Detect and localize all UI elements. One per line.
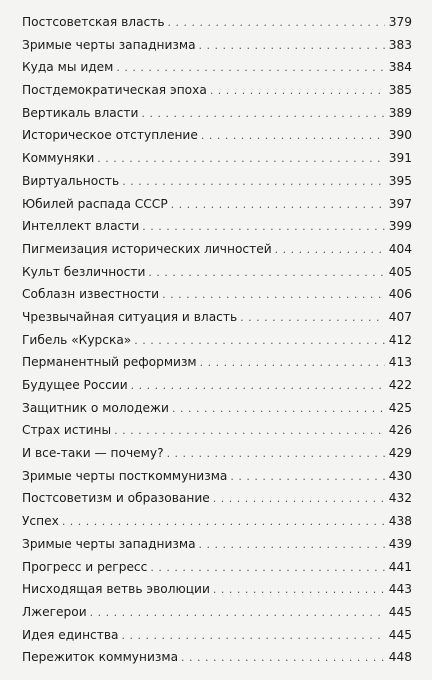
toc-entry-title: Гибель «Курска»: [22, 332, 132, 347]
toc-entry: [22, 487, 412, 510]
dot-leader: [230, 466, 385, 489]
dot-leader: [172, 398, 385, 421]
toc-entry-page-number: 389: [388, 105, 412, 120]
toc-entry-page-number: 438: [388, 514, 412, 529]
toc-entry: [22, 351, 412, 374]
dot-leader: [275, 239, 385, 262]
toc-entry-page-number: 432: [388, 491, 412, 506]
toc-entry-title: Зримые черты западнизма: [22, 536, 196, 551]
dot-leader: [199, 35, 385, 58]
dot-leader: [142, 216, 385, 239]
toc-entry-page-number: 397: [388, 196, 412, 211]
toc-entry-title: Лжегерои: [22, 604, 87, 619]
toc-entry-page-number: 384: [388, 60, 412, 75]
dot-leader: [168, 12, 385, 35]
toc-entry-title: Пережиток коммунизма: [22, 650, 179, 665]
toc-entry: [22, 11, 412, 34]
toc-entry: [22, 374, 412, 397]
dot-leader: [116, 57, 385, 80]
toc-entry-title: Зримые черты посткоммунизма: [22, 468, 228, 483]
toc-entry: [22, 556, 412, 579]
toc-entry: [22, 533, 412, 556]
toc-entry-page-number: 413: [388, 355, 412, 370]
toc-entry-page-number: 405: [388, 264, 412, 279]
toc-entry: [22, 56, 412, 79]
toc-entry-title: И все-таки — почему?: [22, 446, 164, 461]
toc-entry: [22, 397, 412, 420]
toc-entry-page-number: 425: [388, 400, 412, 415]
toc-entry-title: Будущее России: [22, 378, 128, 392]
dot-leader: [213, 488, 385, 511]
toc-entry-page-number: 429: [388, 446, 412, 461]
toc-entry: [22, 419, 412, 442]
dot-leader: [167, 443, 385, 466]
toc-entry-title: Куда мы идем: [22, 60, 114, 75]
dot-leader: [213, 579, 385, 602]
toc-entry-title: Постсоветизм и образование: [22, 491, 210, 506]
dot-leader: [62, 511, 385, 534]
toc-entry: [22, 261, 412, 284]
dot-leader: [200, 352, 385, 375]
toc-entry-page-number: 445: [388, 627, 412, 642]
dot-leader: [171, 194, 385, 217]
dot-leader: [131, 375, 385, 398]
toc-entry: [22, 238, 412, 261]
toc-entry-title: Юбилей распада СССР: [22, 196, 168, 211]
toc-entry: [22, 193, 412, 216]
toc-entry-page-number: 448: [388, 650, 412, 665]
toc-entry-page-number: 391: [388, 151, 412, 166]
toc-entry-title: Зримые черты западнизма: [22, 37, 196, 52]
toc-entry-page-number: 399: [388, 219, 412, 234]
toc-entry-page-number: 406: [388, 287, 412, 302]
toc-entry-title: Коммуняки: [22, 151, 95, 166]
dot-leader: [114, 420, 385, 443]
toc-entry-page-number: 445: [388, 604, 412, 619]
toc-entry: [22, 465, 412, 488]
toc-entry-page-number: 407: [388, 309, 412, 324]
toc-entry: [22, 646, 412, 669]
toc-entry: [22, 102, 412, 125]
dot-leader: [97, 148, 385, 171]
toc-entry: [22, 147, 412, 170]
toc-entry-page-number: 404: [388, 241, 412, 256]
toc-entry: [22, 510, 412, 533]
toc-entry-page-number: 412: [388, 332, 412, 347]
toc-entry-title: Историческое отступление: [22, 128, 198, 143]
toc-entry-page-number: 379: [388, 15, 412, 29]
toc-entry: [22, 306, 412, 329]
toc-entry: [22, 601, 412, 624]
dot-leader: [199, 534, 385, 557]
toc-entry-page-number: 443: [388, 582, 412, 597]
toc-entry-page-number: 395: [388, 173, 412, 188]
toc-entry-title: Вертикаль власти: [22, 105, 139, 120]
toc-entry: [22, 79, 412, 102]
toc-entry-title: Идея единства: [22, 627, 119, 642]
dot-leader: [134, 330, 385, 353]
dot-leader: [141, 103, 385, 126]
toc-entry-title: Постсоветская власть: [22, 15, 165, 29]
toc-entry: [22, 215, 412, 238]
toc-entry-title: Культ безличности: [22, 264, 146, 279]
dot-leader: [90, 602, 385, 625]
dot-leader: [240, 307, 385, 330]
toc-entry-title: Пигмеизация исторических личностей: [22, 241, 272, 256]
toc-entry-page-number: 422: [388, 378, 412, 392]
toc-entry-page-number: 430: [388, 468, 412, 483]
toc-entry-title: Интеллект власти: [22, 219, 140, 234]
toc-entry-title: Перманентный реформизм: [22, 355, 197, 370]
toc-entry-title: Защитник о молодежи: [22, 400, 169, 415]
dot-leader: [150, 557, 385, 580]
dot-leader: [122, 625, 385, 648]
toc-entry-title: Нисходящая ветвь эволюции: [22, 582, 210, 597]
dot-leader: [181, 647, 385, 670]
toc-entry-title: Прогресс и регресс: [22, 559, 148, 574]
toc-entry-page-number: 385: [388, 83, 412, 98]
dot-leader: [122, 171, 385, 194]
toc-entry-title: Чрезвычайная ситуация и власть: [22, 309, 238, 324]
dot-leader: [148, 262, 385, 285]
toc-entry-title: Соблазн известности: [22, 287, 160, 302]
toc-entry-title: Постдемократическая эпоха: [22, 83, 207, 98]
table-of-contents: [22, 11, 412, 669]
toc-entry-page-number: 441: [388, 559, 412, 574]
toc-entry: [22, 124, 412, 147]
toc-entry: [22, 283, 412, 306]
toc-entry: [22, 578, 412, 601]
toc-entry-title: Успех: [22, 514, 59, 529]
toc-entry-title: Страх истины: [22, 423, 112, 438]
toc-entry-page-number: 383: [388, 37, 412, 52]
toc-entry-page-number: 426: [388, 423, 412, 438]
dot-leader: [210, 80, 385, 103]
toc-entry-page-number: 390: [388, 128, 412, 143]
dot-leader: [201, 125, 385, 148]
toc-entry-title: Виртуальность: [22, 173, 120, 188]
toc-entry-page-number: 439: [388, 536, 412, 551]
dot-leader: [162, 284, 385, 307]
toc-entry: [22, 624, 412, 647]
toc-entry: [22, 34, 412, 57]
toc-entry: [22, 170, 412, 193]
toc-entry: [22, 329, 412, 352]
toc-entry: [22, 442, 412, 465]
